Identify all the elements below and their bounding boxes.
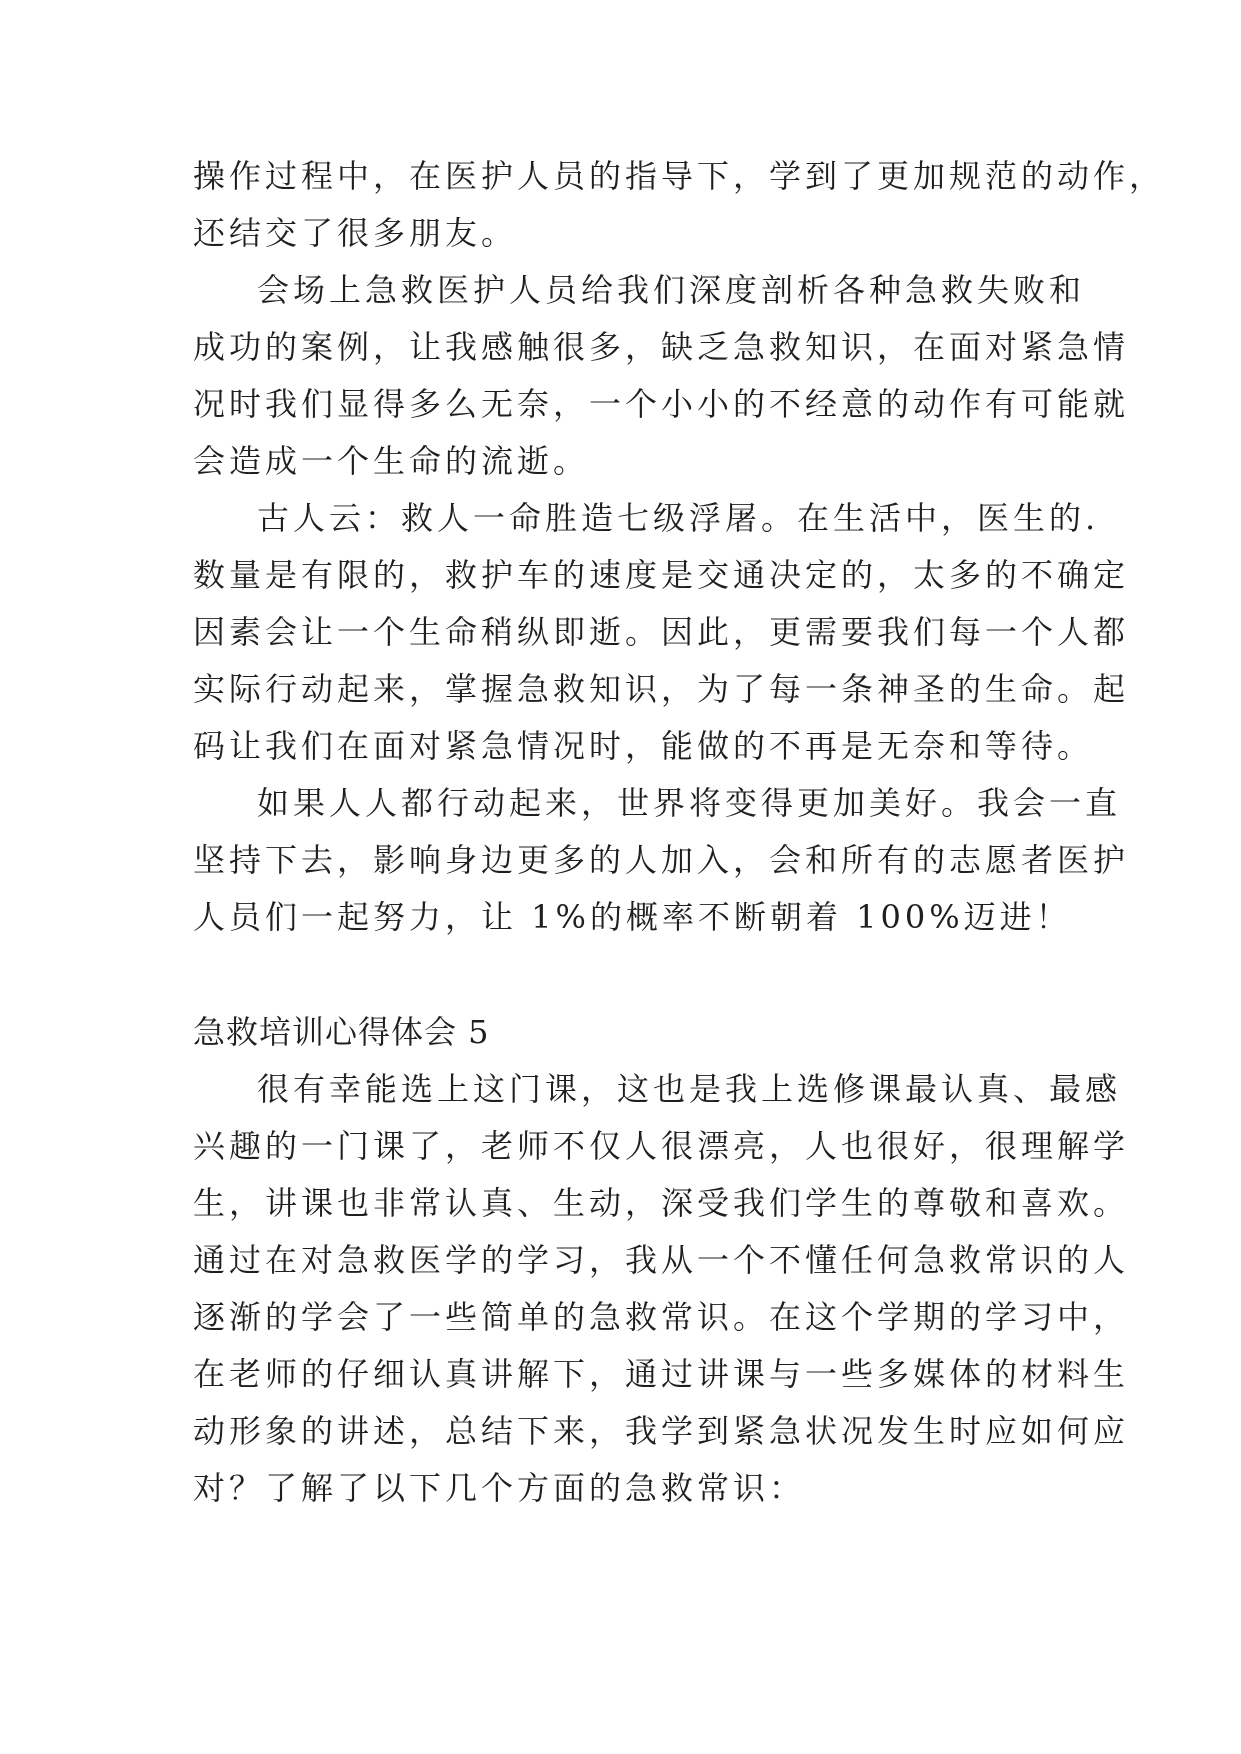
text-line: 古人云：救人一命胜造七级浮屠。在生活中，医生的. bbox=[257, 499, 1100, 537]
text-line: 实际行动起来，掌握急救知识，为了每一条神圣的生命。起 bbox=[193, 670, 1130, 708]
text-line: 兴趣的一门课了，老师不仅人很漂亮，人也很好，很理解学 bbox=[193, 1127, 1130, 1165]
text-line: 数量是有限的，救护车的速度是交通决定的，太多的不确定 bbox=[193, 556, 1130, 594]
text-line: 还结交了很多朋友。 bbox=[193, 214, 518, 252]
text-line: 逐渐的学会了一些简单的急救常识。在这个学期的学习中， bbox=[193, 1298, 1130, 1336]
text-line: 生，讲课也非常认真、生动，深受我们学生的尊敬和喜欢。 bbox=[193, 1184, 1130, 1222]
text-line: 很有幸能选上这门课，这也是我上选修课最认真、最感 bbox=[257, 1070, 1122, 1108]
text-line: 如果人人都行动起来，世界将变得更加美好。我会一直 bbox=[257, 784, 1122, 822]
text-line: 动形象的讲述，总结下来，我学到紧急状况发生时应如何应 bbox=[193, 1412, 1130, 1450]
text-line: 因素会让一个生命稍纵即逝。因此，更需要我们每一个人都 bbox=[193, 613, 1130, 651]
text-line: 对？了解了以下几个方面的急救常识： bbox=[193, 1469, 806, 1507]
text-line: 成功的案例，让我感触很多，缺乏急救知识，在面对紧急情 bbox=[193, 328, 1130, 366]
section-heading: 急救培训心得体会 5 bbox=[193, 1013, 490, 1051]
text-line: 坚持下去，影响身边更多的人加入，会和所有的志愿者医护 bbox=[193, 841, 1130, 879]
text-line: 在老师的仔细认真讲解下，通过讲课与一些多媒体的材料生 bbox=[193, 1355, 1130, 1393]
text-line: 人员们一起努力，让 1%的概率不断朝着 100%迈进！ bbox=[193, 898, 1072, 936]
text-line: 会造成一个生命的流逝。 bbox=[193, 442, 590, 480]
text-line: 会场上急救医护人员给我们深度剖析各种急救失败和 bbox=[257, 271, 1086, 309]
text-line: 通过在对急救医学的学习，我从一个不懂任何急救常识的人 bbox=[193, 1241, 1130, 1279]
text-line: 操作过程中，在医护人员的指导下，学到了更加规范的动作， bbox=[193, 157, 1166, 195]
text-line: 码让我们在面对紧急情况时，能做的不再是无奈和等待。 bbox=[193, 727, 1094, 765]
text-line: 况时我们显得多么无奈，一个小小的不经意的动作有可能就 bbox=[193, 385, 1130, 423]
